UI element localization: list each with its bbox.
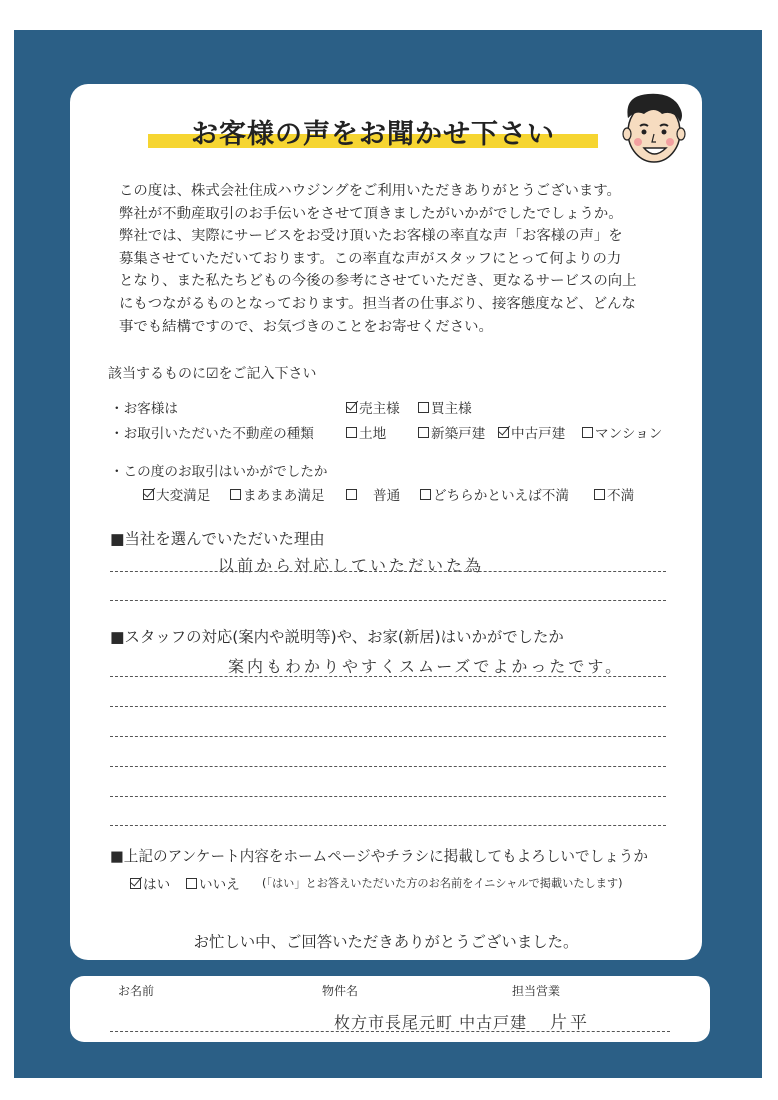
- option-unsatisfied[interactable]: [594, 484, 634, 504]
- option-label: 大変満足: [156, 488, 211, 504]
- option-label: いいえ: [199, 877, 240, 893]
- property-value[interactable]: 枚方市長尾元町 中古戸建: [334, 1013, 528, 1032]
- option-neutral[interactable]: [346, 484, 400, 504]
- answer-line: [110, 600, 666, 601]
- option-label: 普通: [373, 488, 401, 504]
- option-label: 土地: [359, 426, 387, 442]
- answer-line: [110, 676, 666, 677]
- intro-line: 弊社が不動産取引のお手伝いをさせて頂きましたがいかがでしたでしょうか。: [119, 205, 623, 222]
- answer-line: [110, 706, 666, 707]
- option-mansion[interactable]: [582, 422, 662, 442]
- publish-note: (「はい」とお答えいただいた方のお名前をイニシャルで掲載いたします): [262, 877, 623, 890]
- answer-line: [110, 825, 666, 826]
- option-label: どちらかといえば不満: [433, 488, 569, 504]
- option-somewhat-unsatisfied[interactable]: [420, 484, 569, 504]
- customer-label: ・お客様は: [110, 401, 178, 417]
- checkbox[interactable]: [498, 427, 509, 438]
- mascot-face-icon: [614, 88, 694, 168]
- option-seller[interactable]: [346, 397, 400, 417]
- answer-line: [110, 736, 666, 737]
- name-label: お名前: [118, 984, 155, 998]
- checkbox[interactable]: [346, 402, 357, 413]
- intro-line: 弊社では、実際にサービスをお受け頂いたお客様の率直な声「お客様の声」を: [119, 228, 623, 245]
- option-used-house[interactable]: [498, 422, 565, 442]
- option-label: 新築戸建: [431, 426, 486, 442]
- option-publish-no[interactable]: [186, 873, 240, 893]
- option-somewhat-satisfied[interactable]: [230, 484, 325, 504]
- option-label: 中古戸建: [511, 426, 566, 442]
- intro-line: 募集させていただいております。この率直な声がスタッフにとって何よりの力: [119, 250, 622, 267]
- checkbox[interactable]: [420, 489, 431, 500]
- option-buyer[interactable]: [418, 397, 472, 417]
- checkbox[interactable]: [130, 878, 141, 889]
- checkbox[interactable]: [230, 489, 241, 500]
- page-title: お客様の声をお聞かせ下さい: [191, 119, 555, 150]
- property-label: 物件名: [322, 984, 359, 998]
- checkbox[interactable]: [582, 427, 593, 438]
- checkbox[interactable]: [418, 402, 429, 413]
- checkbox[interactable]: [346, 489, 357, 500]
- staff-label: 担当営業: [512, 984, 561, 998]
- option-new-house[interactable]: [418, 422, 485, 442]
- option-label: 買主様: [431, 401, 472, 417]
- staff-heading: ■スタッフの対応(案内や説明等)や、お家(新居)はいかがでしたか: [110, 628, 564, 646]
- check-instruction: 該当するものに☑をご記入下さい: [108, 366, 317, 382]
- reason-heading: ■当社を選んでいただいた理由: [110, 530, 325, 548]
- checkbox[interactable]: [346, 427, 357, 438]
- reason-answer[interactable]: 以前から対応していただいた為: [218, 556, 485, 575]
- thanks-message: お忙しい中、ご回答いただきありがとうございました。: [193, 933, 579, 951]
- checkbox[interactable]: [594, 489, 605, 500]
- option-label: 売主様: [359, 401, 400, 417]
- option-label: マンション: [595, 426, 663, 442]
- option-label: はい: [143, 877, 171, 893]
- property-type-label: ・お取引いただいた不動産の種類: [110, 426, 314, 442]
- intro-text: [119, 180, 674, 338]
- option-label: まあまあ満足: [243, 488, 325, 504]
- checkbox[interactable]: [186, 878, 197, 889]
- satisfaction-label: ・この度のお取引はいかがでしたか: [110, 464, 328, 480]
- publish-heading: ■上記のアンケート内容をホームページやチラシに掲載してもよろしいでしょうか: [110, 848, 648, 865]
- option-land[interactable]: [346, 422, 386, 442]
- title-area: [148, 112, 598, 152]
- option-label: 不満: [607, 488, 635, 504]
- checkbox[interactable]: [418, 427, 429, 438]
- intro-line: この度は、株式会社住成ハウジングをご利用いただきありがとうございます。: [119, 183, 621, 199]
- answer-line: [110, 796, 666, 797]
- answer-line: [110, 766, 666, 767]
- staff-answer[interactable]: 案内もわかりやすくスムーズでよかったです。: [228, 657, 625, 676]
- checkbox[interactable]: [143, 489, 154, 500]
- staff-value[interactable]: 片平: [550, 1013, 590, 1033]
- answer-line: [110, 571, 666, 572]
- intro-line: にもつながるものとなっております。担当者の仕事ぶり、接客態度など、どんな: [119, 295, 636, 312]
- intro-line: となり、また私たちどもの今後の参考にさせていただき、更なるサービスの向上: [119, 273, 637, 290]
- intro-line: 事でも結構ですので、お気づきのことをお寄せください。: [119, 318, 493, 335]
- footer-line: [110, 1031, 670, 1032]
- option-very-satisfied[interactable]: [143, 484, 210, 504]
- option-publish-yes[interactable]: [130, 873, 170, 893]
